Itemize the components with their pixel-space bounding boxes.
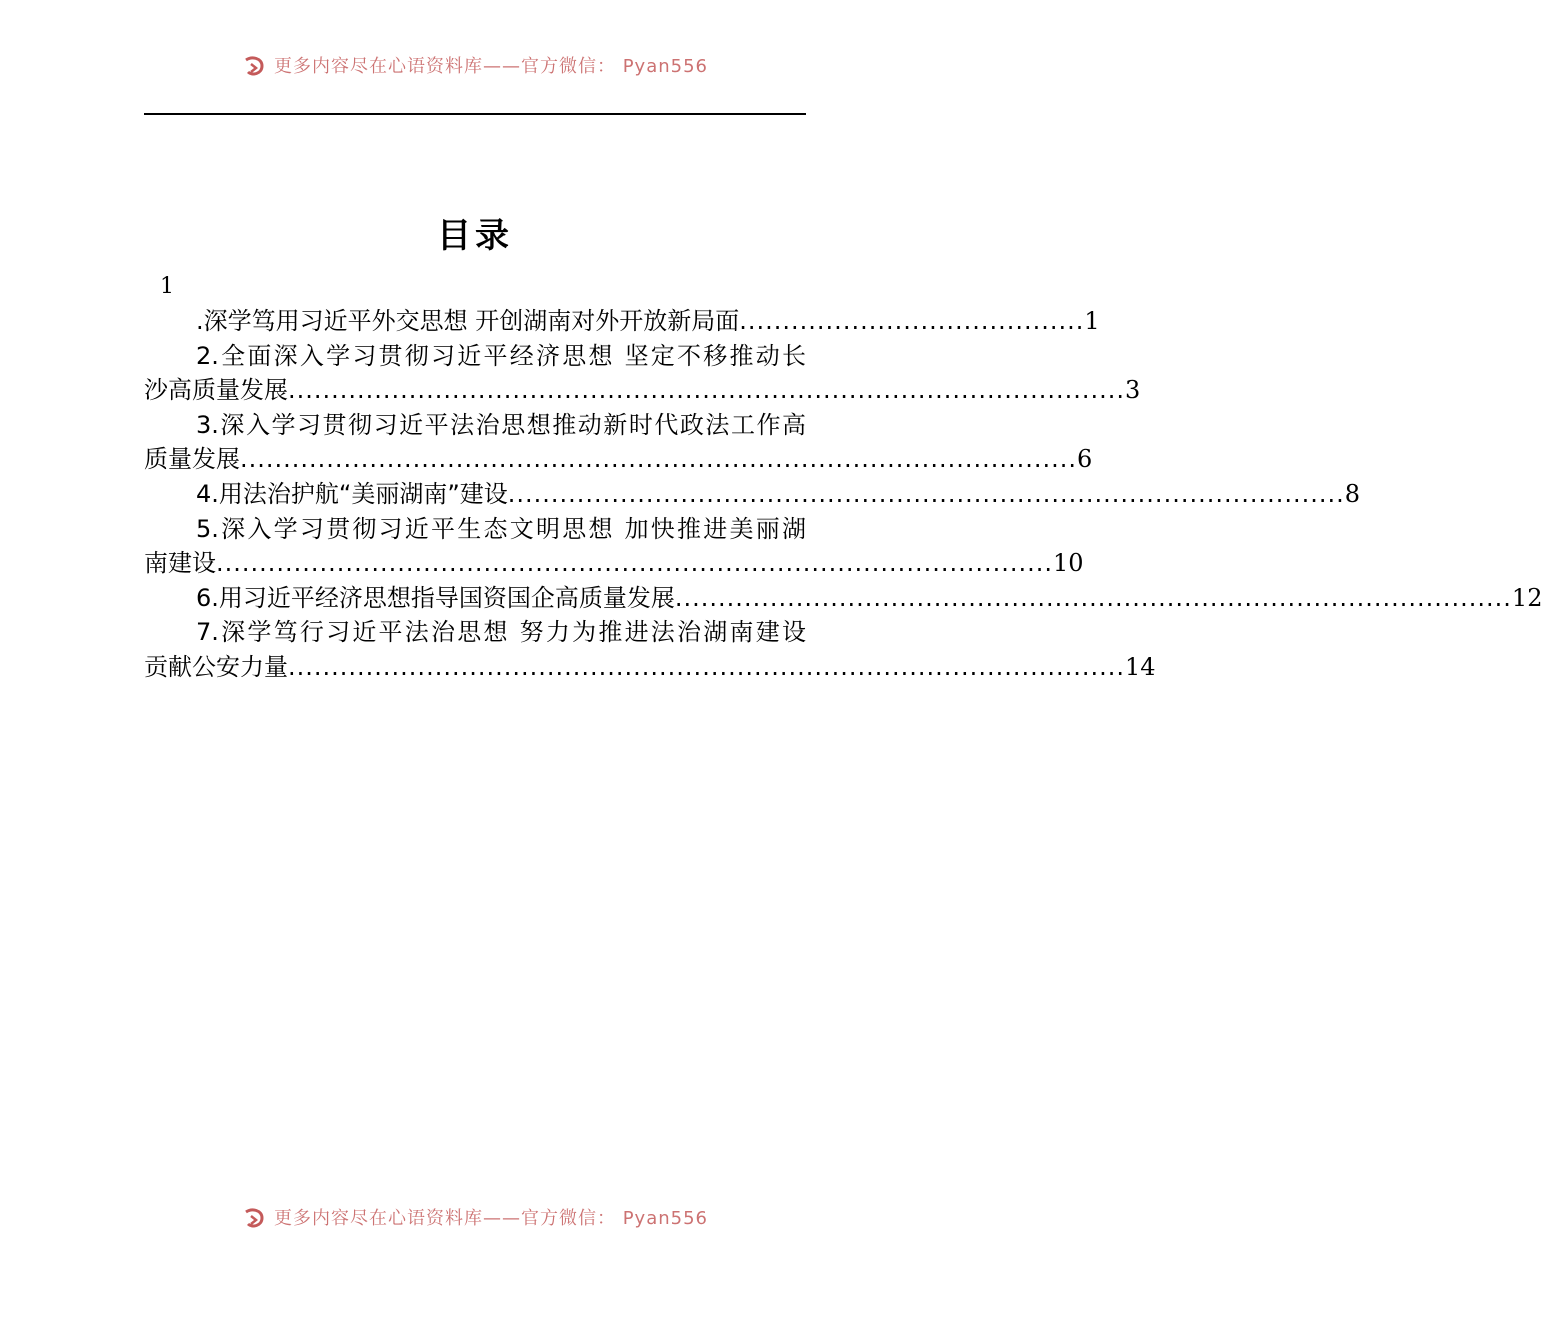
toc-entry-title-line1: 2.全面深入学习贯彻习近平经济思想 坚定不移推动长 (196, 341, 806, 370)
toc-entry[interactable] (144, 477, 1361, 512)
toc-leader: ................................................................................................. (674, 583, 1512, 612)
toc-page-number: 12 (1511, 583, 1542, 612)
logo-icon (242, 1206, 268, 1232)
toc-entry-title: 6.用习近平经济思想指导国资国企高质量发展 (196, 583, 675, 612)
toc-entry[interactable] (144, 581, 1542, 616)
toc-entry[interactable] (144, 615, 1156, 684)
toc-leader: ................................................................................................. (288, 376, 1126, 405)
toc-entry-title-line1: 5.深入学习贯彻习近平生态文明思想 加快推进美丽湖 (196, 514, 806, 543)
page-title: 目录 (437, 216, 513, 256)
toc-entry-title: 沙高质量发展 (144, 376, 288, 405)
toc-entry[interactable] (144, 408, 1093, 477)
toc-entry-title: 4.用法治护航“美丽湖南”建设 (196, 479, 508, 508)
toc-page-number: 10 (1053, 549, 1084, 578)
toc-leader: ................................................................................................. (216, 549, 1054, 578)
toc-leader: ................................................................................................. (507, 479, 1345, 508)
page-header-watermark (0, 56, 950, 84)
toc-entry[interactable] (144, 304, 1100, 339)
stray-number: 1 (160, 274, 174, 299)
table-of-contents (144, 304, 1542, 685)
logo-icon (242, 54, 268, 80)
toc-page-number: 8 (1344, 479, 1361, 508)
footer-text: 更多内容尽在心语资料库——官方微信： Pyan556 (273, 1208, 709, 1229)
page-footer-watermark (0, 1208, 950, 1236)
toc-entry-title-line1: 7.深学笃行习近平法治思想 努力为推进法治湖南建设 (196, 618, 806, 647)
toc-entry-title: .深学笃用习近平外交思想 开创湖南对外开放新局面 (196, 307, 740, 335)
toc-entry-title: 质量发展 (144, 445, 240, 474)
toc-entry[interactable] (144, 339, 1141, 408)
toc-entry-title-line1: 3.深入学习贯彻习近平法治思想推动新时代政法工作高 (196, 410, 806, 439)
toc-page-number: 1 (1084, 307, 1100, 335)
toc-page-number: 14 (1125, 652, 1156, 681)
toc-entry-title: 贡献公安力量 (144, 652, 288, 681)
toc-entry-title: 南建设 (144, 549, 216, 578)
toc-entry[interactable] (144, 512, 1084, 581)
header-rule (144, 113, 806, 115)
toc-leader: ........................................ (739, 307, 1085, 335)
toc-leader: ................................................................................................. (240, 445, 1078, 474)
toc-page-number: 3 (1125, 376, 1141, 405)
toc-page-number: 6 (1077, 445, 1093, 474)
toc-leader: ................................................................................................. (288, 652, 1126, 681)
header-text: 更多内容尽在心语资料库——官方微信： Pyan556 (273, 56, 709, 77)
